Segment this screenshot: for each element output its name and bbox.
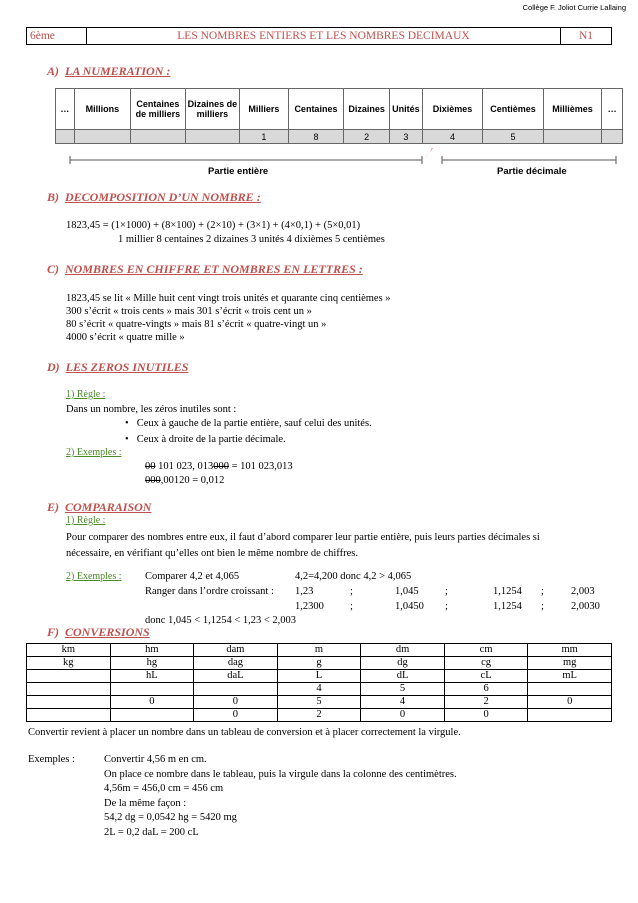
conversion-cell: [194, 683, 278, 696]
numeration-digit: 4: [422, 130, 482, 144]
comparaison-example-1: Comparer 4,2 et 4,065: [145, 571, 240, 582]
section-d-heading: D) LES ZEROS INUTILES: [47, 360, 189, 374]
conversion-cell: L: [277, 670, 361, 683]
integer-part-label: Partie entière: [208, 166, 269, 177]
order-row: [295, 600, 600, 613]
conversion-cell: cm: [444, 644, 528, 657]
chapter-code: N1: [560, 28, 611, 44]
conversion-cell: m: [277, 644, 361, 657]
conversion-cell: dag: [194, 657, 278, 670]
letters-line: 80 s’écrit « quatre-vingts » mais 81 s’écrit « quatre-vingt un »: [66, 319, 327, 330]
order-value: 1,045: [395, 586, 419, 597]
section-f-heading: F) CONVERSIONS: [47, 625, 150, 639]
numeration-digit: 3: [390, 130, 423, 144]
numeration-header: …: [602, 89, 623, 130]
zeros-bullets: [125, 417, 372, 446]
order-value: 2,003: [571, 586, 595, 597]
conversion-cell: [27, 683, 111, 696]
numeration-header: Millièmes: [543, 89, 601, 130]
conversion-cell: mg: [528, 657, 612, 670]
order-value: 2,0030: [571, 601, 600, 612]
order-value: ;: [445, 586, 448, 597]
numeration-header: Centaines de milliers: [131, 89, 186, 130]
conversion-cell: 2: [444, 696, 528, 709]
comparaison-order-label: Ranger dans l’ordre croissant :: [145, 586, 274, 597]
order-value: 1,1254: [493, 586, 522, 597]
conversion-cell: 6: [444, 683, 528, 696]
numeration-header: Millions: [74, 89, 130, 130]
conversion-cell: 0: [361, 709, 445, 722]
conversion-cell: cL: [444, 670, 528, 683]
page-header: [26, 27, 612, 45]
numeration-table: [55, 88, 623, 144]
order-value: 1,23: [295, 586, 314, 597]
numeration-header: Dizaines: [344, 89, 390, 130]
numeration-header: Centièmes: [483, 89, 544, 130]
order-value: 1,1254: [493, 601, 522, 612]
order-value: ;: [350, 601, 353, 612]
conversion-cell: 4: [361, 696, 445, 709]
order-row: [295, 585, 595, 598]
conversion-cell: kg: [27, 657, 111, 670]
zeros-rule-intro: Dans un nombre, les zéros inutiles sont :: [66, 404, 237, 415]
conversion-cell: km: [27, 644, 111, 657]
decimal-part-label: Partie décimale: [497, 166, 567, 177]
conversion-cell: hL: [110, 670, 194, 683]
conversion-row: [27, 657, 612, 670]
numeration-digit: [543, 130, 601, 144]
conversion-cell: dg: [361, 657, 445, 670]
order-value: 1,2300: [295, 601, 324, 612]
conversion-table: [26, 643, 612, 722]
numeration-digit: 2: [344, 130, 390, 144]
zeros-bullet: Ceux à droite de la partie décimale.: [136, 434, 286, 445]
conversion-row: [27, 670, 612, 683]
conversion-cell: [27, 709, 111, 722]
zeros-bullet: Ceux à gauche de la partie entière, sauf celui des unités.: [136, 418, 372, 429]
school-name: Collège F. Joliot Currie Lallaing: [522, 3, 626, 12]
conversion-cell: cg: [444, 657, 528, 670]
comparaison-rule-label: 1) Règle :: [66, 515, 106, 526]
page-title: LES NOMBRES ENTIERS ET LES NOMBRES DECIMAUX: [177, 30, 470, 42]
order-value: 1,0450: [395, 601, 424, 612]
zeros-rule-label: 1) Règle :: [66, 389, 106, 400]
conversion-cell: 0: [110, 696, 194, 709]
numeration-digit: 8: [288, 130, 344, 144]
numeration-digit: 5: [483, 130, 544, 144]
comparaison-result: donc 1,045 < 1,1254 < 1,23 < 2,003: [145, 615, 297, 626]
conversion-row: [27, 644, 612, 657]
numeration-digit: [602, 130, 623, 144]
conversion-examples: [104, 753, 457, 840]
conversion-cell: g: [277, 657, 361, 670]
section-a-heading: A) LA NUMERATION :: [47, 64, 171, 78]
section-c-heading: C) NOMBRES EN CHIFFRE ET NOMBRES EN LETTRES :: [47, 262, 363, 276]
conversion-cell: [528, 683, 612, 696]
comparaison-rule-line: nécessaire, en vérifiant qu’elles ont bien le même nombre de chiffres.: [66, 548, 358, 559]
conversion-note: Convertir revient à placer un nombre dans un tableau de conversion et à placer correctement la virgule.: [28, 727, 461, 738]
conversion-line: Convertir 4,56 m en cm.: [104, 754, 207, 765]
comparaison-rule-line: Pour comparer des nombres entre eux, il faut d’abord comparer leur partie entière, puis leurs parties décimales si: [66, 532, 540, 543]
conversion-cell: 0: [194, 696, 278, 709]
numeration-header: Milliers: [240, 89, 288, 130]
letters-line: 300 s’écrit « trois cents » mais 301 s’écrit « trois cent un »: [66, 306, 312, 317]
decomposition-words: 1 millier 8 centaines 2 dizaines 3 unités 4 dixièmes 5 centièmes: [118, 234, 385, 245]
comma-icon: [424, 148, 435, 158]
conversion-cell: dm: [361, 644, 445, 657]
letters-line: 4000 s’écrit « quatre mille »: [66, 332, 185, 343]
conversion-cell: 0: [444, 709, 528, 722]
section-e-heading: E) COMPARAISON: [47, 500, 152, 514]
conversion-row: [27, 696, 612, 709]
numeration-header: Dizaines de milliers: [185, 89, 239, 130]
section-b-heading: B) DECOMPOSITION D’UN NOMBRE :: [47, 190, 261, 204]
numeration-header: Unités: [390, 89, 423, 130]
conversion-line: De la même façon :: [104, 797, 187, 809]
conversion-examples-label: Exemples :: [28, 754, 75, 765]
numeration-digit: 1: [240, 130, 288, 144]
zeros-example-2: 000,00120 = 0,012: [145, 475, 225, 486]
conversion-cell: 0: [528, 696, 612, 709]
decomposition-line: 1823,45 = (1×1000) + (8×100) + (2×10) + (3×1) + (4×0,1) + (5×0,01): [66, 220, 361, 231]
numeration-header: Dixièmes: [422, 89, 482, 130]
level-label: 6ème: [27, 28, 87, 44]
conversion-cell: 5: [277, 696, 361, 709]
conversion-line: 2L = 0,2 daL = 200 cL: [104, 826, 199, 838]
conversion-cell: daL: [194, 670, 278, 683]
conversion-cell: hm: [110, 644, 194, 657]
conversion-line: 4,56m = 456,0 cm = 456 cm: [104, 783, 224, 794]
conversion-cell: [27, 670, 111, 683]
order-value: ;: [445, 601, 448, 612]
conversion-line: 54,2 dg = 0,0542 hg = 5420 mg: [104, 812, 237, 823]
comparaison-example-1-result: 4,2=4,200 donc 4,2 > 4,065: [295, 571, 412, 582]
conversion-cell: dam: [194, 644, 278, 657]
numeration-digit: [131, 130, 186, 144]
numeration-header: Centaines: [288, 89, 344, 130]
numeration-digit: [56, 130, 75, 144]
letters-list: [66, 292, 391, 344]
conversion-cell: 0: [194, 709, 278, 722]
order-value: ;: [541, 586, 544, 597]
conversion-cell: [110, 709, 194, 722]
conversion-cell: 5: [361, 683, 445, 696]
conversion-cell: 2: [277, 709, 361, 722]
zeros-examples-label: 2) Exemples :: [66, 447, 122, 458]
numeration-digit: [74, 130, 130, 144]
order-value: ;: [350, 586, 353, 597]
numeration-digit: [185, 130, 239, 144]
conversion-cell: mL: [528, 670, 612, 683]
comparaison-examples-label: 2) Exemples :: [66, 571, 122, 582]
numeration-header: …: [56, 89, 75, 130]
zeros-example-1: 00 101 023, 013000 = 101 023,013: [145, 461, 293, 472]
conversion-cell: [110, 683, 194, 696]
conversion-row: [27, 709, 612, 722]
conversion-line: On place ce nombre dans le tableau, puis la virgule dans la colonne des centimètres.: [104, 768, 457, 780]
conversion-cell: [528, 709, 612, 722]
conversion-cell: mm: [528, 644, 612, 657]
conversion-cell: [27, 696, 111, 709]
conversion-cell: 4: [277, 683, 361, 696]
conversion-row: [27, 683, 612, 696]
conversion-cell: hg: [110, 657, 194, 670]
conversion-cell: dL: [361, 670, 445, 683]
letters-line: 1823,45 se lit « Mille huit cent vingt trois unités et quarante cinq centièmes »: [66, 293, 391, 304]
order-value: ;: [541, 601, 544, 612]
